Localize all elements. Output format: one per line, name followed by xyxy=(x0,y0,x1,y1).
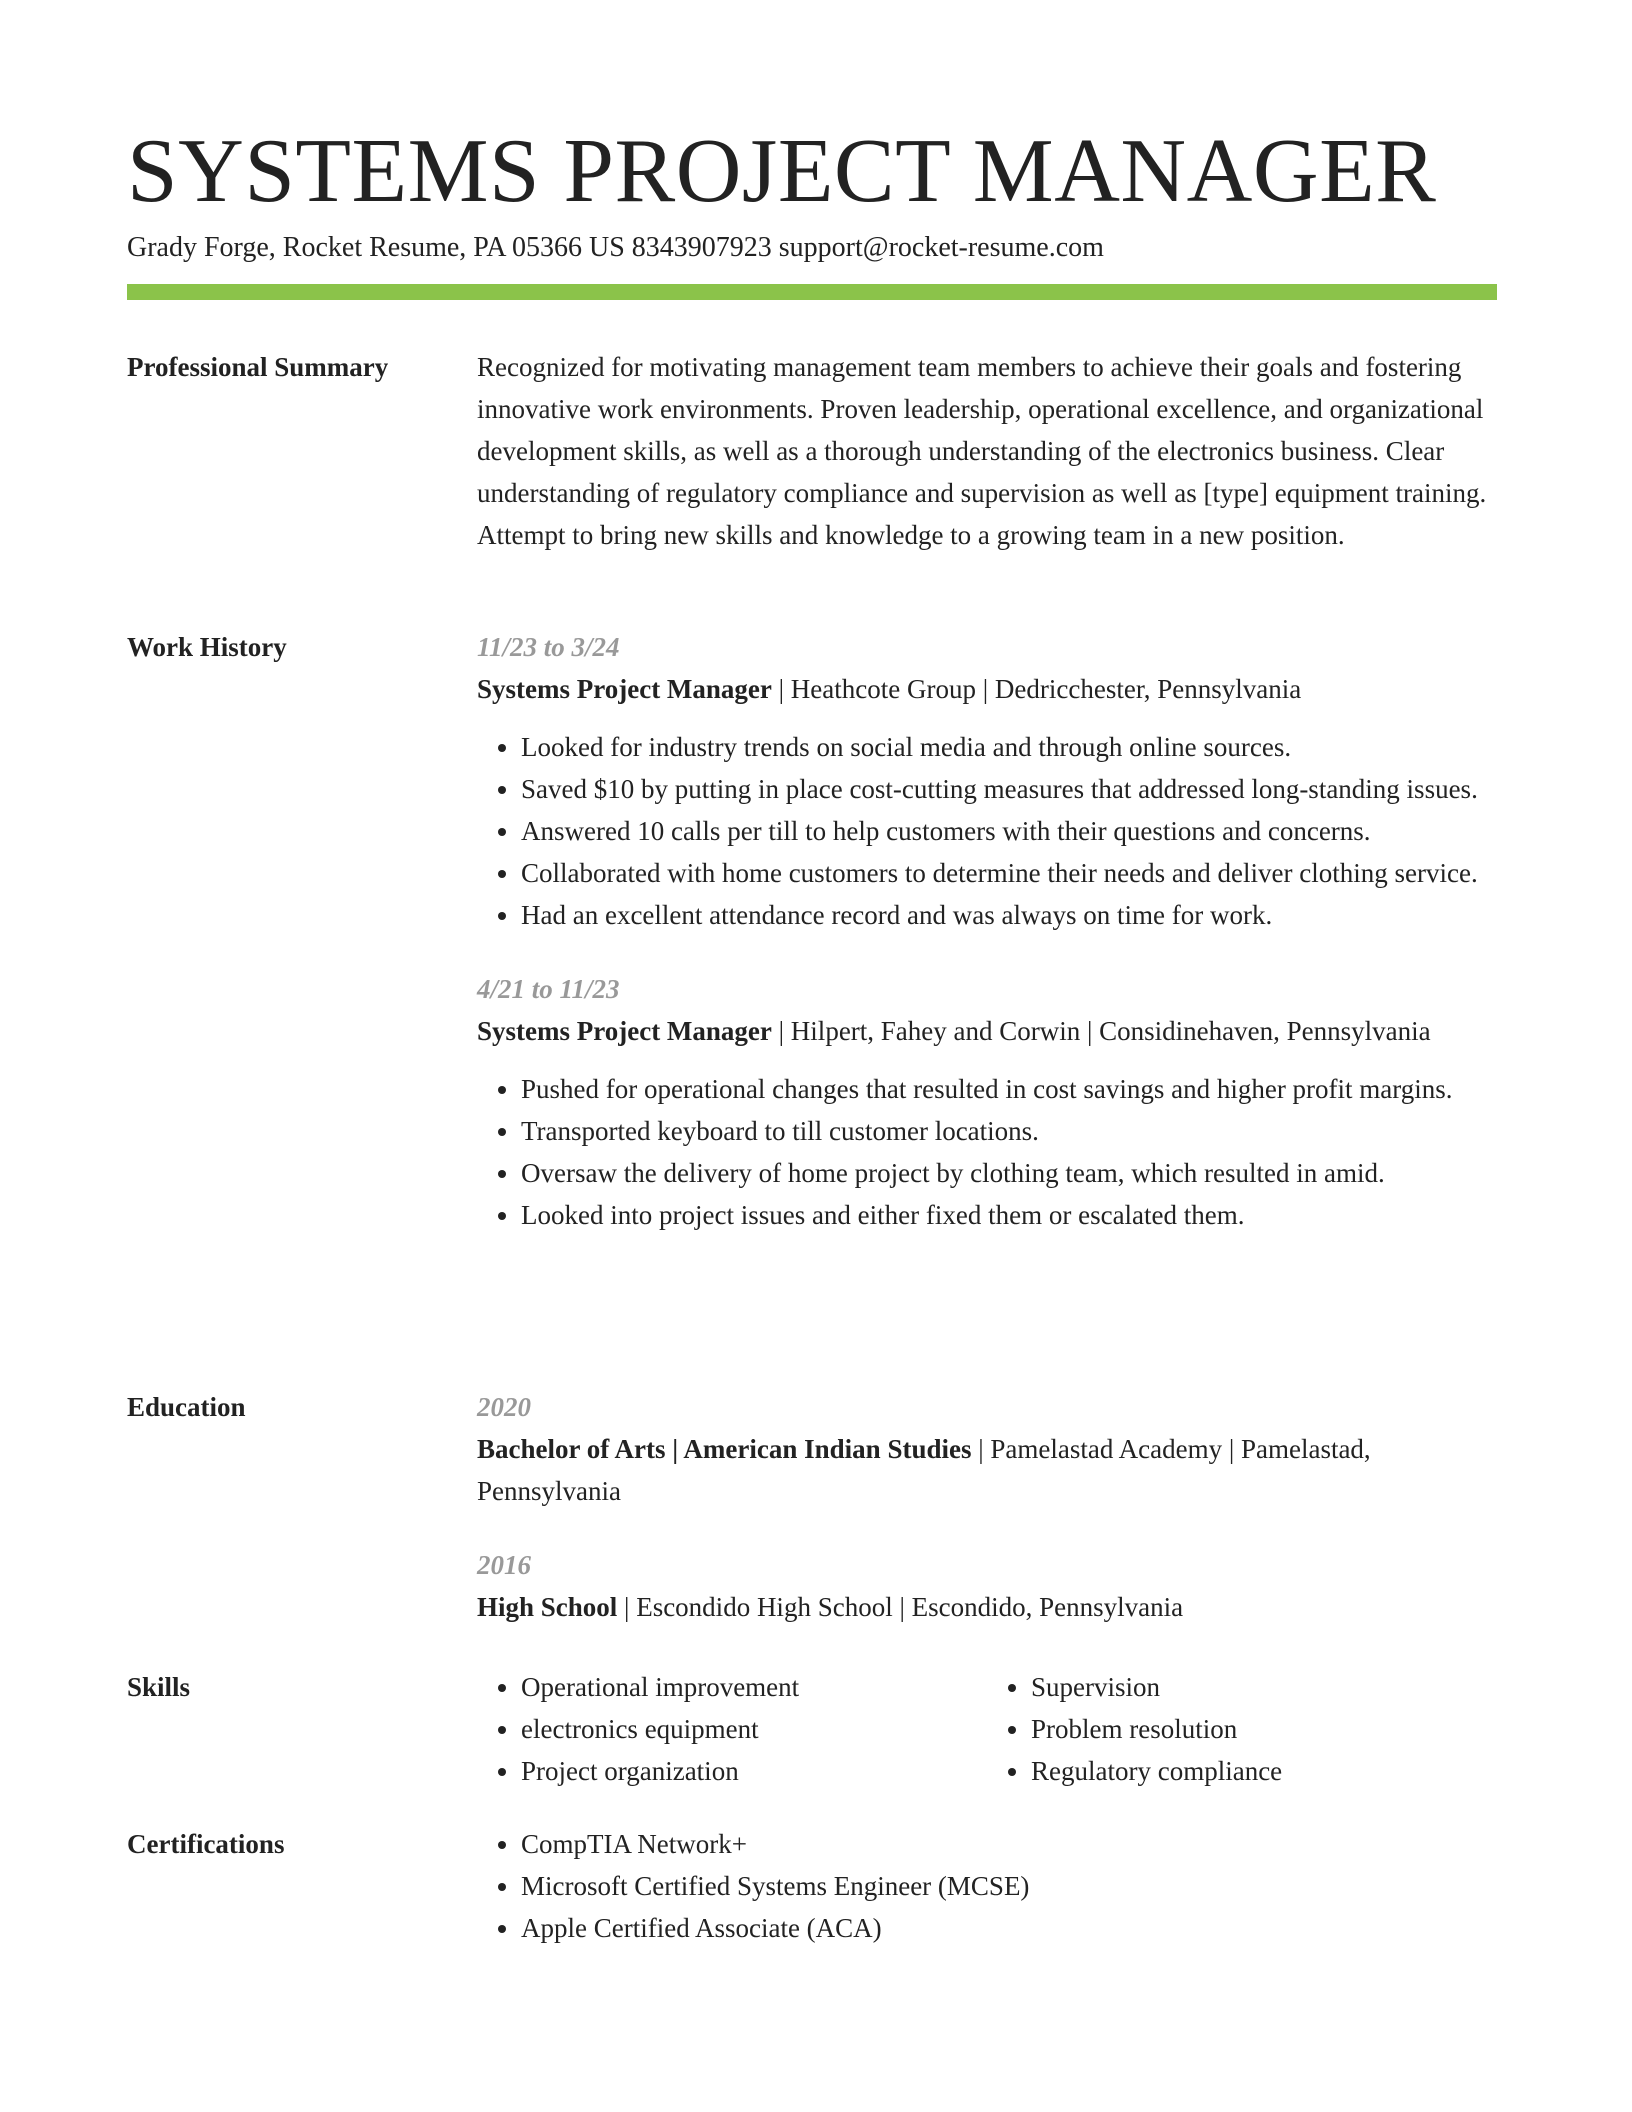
list-item: • CompTIA Network+ xyxy=(521,1823,1497,1865)
list-item: • Oversaw the delivery of home project by clothing team, which resulted in amid. xyxy=(521,1152,1497,1194)
list-item: • Had an excellent attendance record and was always on time for work. xyxy=(521,894,1497,936)
job-title: Systems Project Manager xyxy=(477,674,772,704)
education-details: | Pamelastad Academy | Pamelastad, Pennsylvania xyxy=(477,1434,1371,1506)
list-item: • electronics equipment xyxy=(521,1708,987,1750)
list-item: • Problem resolution xyxy=(1031,1708,1497,1750)
skills-column-right xyxy=(987,1666,1497,1792)
education-entry xyxy=(477,1386,1497,1512)
job-entry xyxy=(477,968,1497,1236)
list-item: • Saved $10 by putting in place cost-cutting measures that addressed long-standing issues. xyxy=(521,768,1497,810)
certifications-list xyxy=(477,1823,1497,1949)
job-entry xyxy=(477,626,1497,936)
list-item: • Transported keyboard to till customer locations. xyxy=(521,1110,1497,1152)
section-label: Certifications xyxy=(127,1829,285,1859)
job-heading xyxy=(477,1010,1497,1052)
section-label: Professional Summary xyxy=(127,352,389,382)
list-item: • Project organization xyxy=(521,1750,987,1792)
list-item: • Collaborated with home customers to determine their needs and deliver clothing service. xyxy=(521,852,1497,894)
list-item: • Pushed for operational changes that resulted in cost savings and higher profit margins. xyxy=(521,1068,1497,1110)
accent-divider xyxy=(127,284,1497,300)
section-body xyxy=(477,1823,1497,1949)
list-item: • Apple Certified Associate (ACA) xyxy=(521,1907,1497,1949)
section-label: Skills xyxy=(127,1672,191,1702)
education-year: 2016 xyxy=(477,1550,531,1580)
list-item: • Supervision xyxy=(1031,1666,1497,1708)
list-item: • Regulatory compliance xyxy=(1031,1750,1497,1792)
skills-column-left xyxy=(477,1666,987,1792)
section-label: Education xyxy=(127,1392,246,1422)
resume-title: SYSTEMS PROJECT MANAGER xyxy=(127,120,1437,221)
list-item: • Looked into project issues and either fixed them or escalated them. xyxy=(521,1194,1497,1236)
degree-title: Bachelor of Arts | American Indian Studies xyxy=(477,1434,972,1464)
list-item: • Operational improvement xyxy=(521,1666,987,1708)
summary-text: Recognized for motivating management team members to achieve their goals and fostering innovative work environments. Proven leadership, operational excellence, and organizational development skills, as well as a thorough understanding of the electronics business. Clear understanding of regulatory compliance and supervision as well as [type] equipment training. Attempt to bring new skills and knowledge to a growing team in a new position. xyxy=(477,352,1487,550)
list-item: • Microsoft Certified Systems Engineer (MCSE) xyxy=(521,1865,1497,1907)
job-title: Systems Project Manager xyxy=(477,1016,772,1046)
job-heading xyxy=(477,668,1497,710)
education-entry xyxy=(477,1544,1497,1628)
education-heading xyxy=(477,1428,1497,1512)
list-item: • Looked for industry trends on social media and through online sources. xyxy=(521,726,1497,768)
section-body xyxy=(477,346,1497,556)
section-body xyxy=(477,626,1497,1236)
job-dates: 11/23 to 3/24 xyxy=(477,632,620,662)
education-details: | Escondido High School | Escondido, Pennsylvania xyxy=(617,1592,1184,1622)
section-body xyxy=(477,1386,1497,1628)
job-details: | Heathcote Group | Dedricchester, Pennsylvania xyxy=(771,674,1302,704)
skills-grid xyxy=(477,1666,1497,1792)
education-year: 2020 xyxy=(477,1392,531,1422)
job-bullets xyxy=(477,726,1497,936)
section-label: Work History xyxy=(127,632,287,662)
section-body xyxy=(477,1666,1497,1792)
degree-title: High School xyxy=(477,1592,618,1622)
job-bullets xyxy=(477,1068,1497,1236)
list-item: • Answered 10 calls per till to help customers with their questions and concerns. xyxy=(521,810,1497,852)
contact-line: Grady Forge, Rocket Resume, PA 05366 US 8343907923 support@rocket-resume.com xyxy=(127,232,1104,263)
job-details: | Hilpert, Fahey and Corwin | Considinehaven, Pennsylvania xyxy=(771,1016,1431,1046)
job-dates: 4/21 to 11/23 xyxy=(477,974,620,1004)
education-heading xyxy=(477,1586,1497,1628)
